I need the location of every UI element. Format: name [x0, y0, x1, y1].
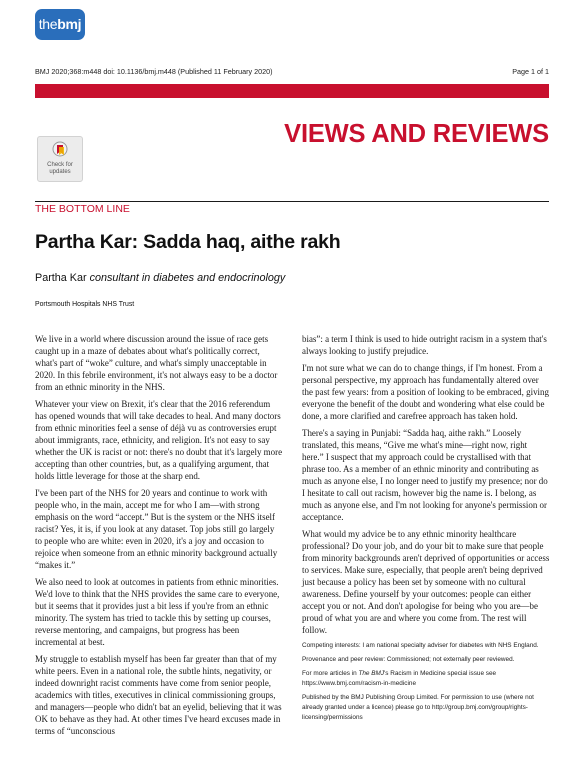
paragraph: My struggle to establish myself has been far greater than that of my white peers. Even in a national role, the subtle hints, negativity, or indeed downright racist comments have come from senior people, academics with titles, executives in clinical commissioning groups, and managers—people who didn't bat an eyelid, believing that it was OK to behave as they had. At other times I've heard excuses made in terms of “unconscious [35, 654, 282, 736]
paragraph: There's a saying in Punjabi: “Sadda haq, aithe rakh.” Loosely translated, this means, “Give me what's mine—right now, right here.” I suspect that my approach could be crystallised with that phrase too. As a member of an ethnic minority and contributing as much as anyone else, I no longer need to justify my presence; nor do I hesitate to call out racism, however big the name is. I belong, as much as anyone else, and I'm not looking for anyone's permission or acceptance. [302, 428, 548, 522]
logo-brand: bmj [57, 16, 82, 32]
paragraph: What would my advice be to any ethnic minority healthcare professional? Do your job, and do your bit to make sure that people from minority backgrounds aren't deprived of opportunities or access to services. Make sure, especially, that people aren't being deprived just because a policy has been set by someone with no cultural awareness. Define yourself by your outcomes: people can either accept you or not. And don't apologise for being who you are—be proud of what you are and where you come from. The rest will follow. [302, 529, 550, 635]
provenance-note: Provenance and peer review: Commissioned; not externally peer reviewed. [302, 656, 515, 663]
check-for-updates-badge[interactable] [37, 136, 83, 182]
paragraph: I'm not sure what we can do to change things, if I'm honest. From a personal perspective, my approach has fundamentally altered over the past few years: from a position of looking to be embraced, giving everyone the benefit of the doubt and wondering what else could be done, a more clarified and carefree approach has taken hold. [302, 363, 549, 421]
article-notes [302, 641, 550, 723]
affiliation: Portsmouth Hospitals NHS Trust [35, 301, 135, 308]
body-column-left [35, 333, 283, 742]
byline [35, 272, 285, 284]
more-after: 's Racism in Medicine special issue see https://www.bmj.com/racism-in-medicine [302, 670, 497, 687]
journal-name: The BMJ [358, 670, 385, 677]
paragraph: I've been part of the NHS for 20 years and continue to work with people who, in the main, accept me for who I am—with strong emphasis on the word “accept.” But is the system or the NHS itself racist? Yes, it is, if you look at any dataset. Top jobs still go largely to people who are white: even in 2020, it's a joy and occasion to rejoice when someone from an ethnic minority background actually “makes it.” [35, 488, 278, 570]
body-column-right [302, 333, 550, 727]
paragraph: Whatever your view on Brexit, it's clear that the 2016 referendum has opened wounds that will take decades to heal. And many doctors from ethnic minorities feel a sense of déjà vu as controversies erupt about immigrants, race, ethnicity, and religion. It's not easy to say whether the UK is racist or not: there's no doubt that it's largely more accepting than other countries, but, as a qualifying argument, that holds little leverage for those at the sharp end. [35, 399, 283, 481]
more-articles-note [302, 669, 550, 689]
badge-line-1: Check for [47, 162, 73, 168]
article-title: Partha Kar: Sadda haq, aithe rakh [35, 231, 341, 253]
section-title: VIEWS AND REVIEWS [284, 120, 549, 148]
article-kicker: THE BOTTOM LINE [35, 203, 130, 215]
competing-interests: Competing interests: I am national specialty adviser for diabetes with NHS England. [302, 642, 539, 649]
logo-prefix: the [38, 16, 58, 32]
paragraph: bias”: a term I think is used to hide outright racism in a system that's always looking to justify prejudice. [302, 334, 547, 356]
paragraph: We also need to look at outcomes in patients from ethnic minorities. We'd love to think that the NHS provides the same care to everyone, but it seems that it provides just a bit less if you're from an ethnic minority. The system has tried to tackle this by setting up courses, reverse mentoring, and campaigns, but progress has been incremental at best. [35, 577, 280, 647]
more-before: For more articles in [302, 670, 359, 677]
section-rule [35, 201, 549, 202]
bookmark-icon [52, 141, 68, 161]
bmj-logo[interactable] [35, 9, 85, 40]
publisher-note: Published by the BMJ Publishing Group Limited. For permission to use (where not already granted under a licence) please go to http://group.bmj.com/group/rights-licensing/permissions [302, 694, 534, 721]
author-role: consultant in diabetes and endocrinology [89, 272, 286, 284]
author-name: Partha Kar [35, 272, 87, 284]
paragraph: We live in a world where discussion around the issue of race gets caught up in a maze of debates about what's politically correct, what's part of “woke” culture, and what's simply unacceptable in 2020. In this febrile environment, it's not always easy to be a doctor from an ethnic minority in the NHS. [35, 334, 278, 392]
page-number: Page 1 of 1 [512, 67, 549, 76]
citation-line: BMJ 2020;368:m448 doi: 10.1136/bmj.m448 (Published 11 February 2020) [35, 67, 273, 76]
header-divider-bar [35, 84, 549, 98]
badge-line-2: updates [49, 169, 71, 175]
